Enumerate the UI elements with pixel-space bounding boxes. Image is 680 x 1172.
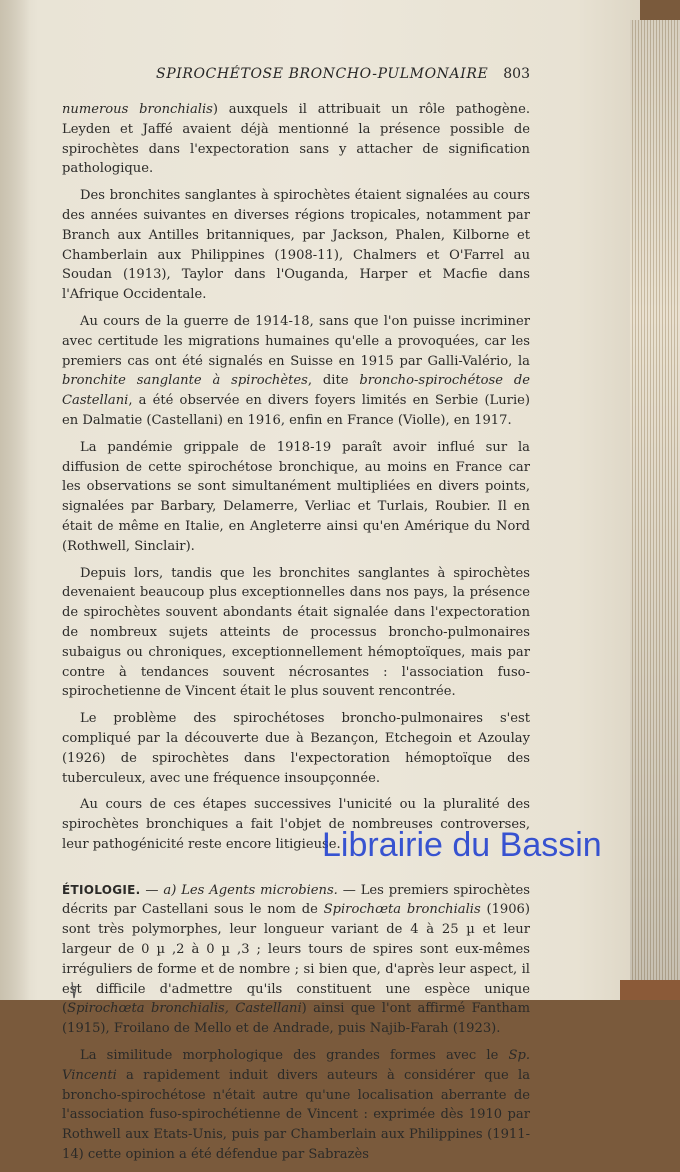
pencil-mark-icon <box>70 980 78 1000</box>
italic-term: Sp. Vincenti <box>62 1048 530 1083</box>
italic-term: broncho-spirochétose de Castellani <box>62 373 531 409</box>
running-header <box>60 66 530 82</box>
paragraph: La similitude morphologique des grandes formes avec le Sp. Vincenti a rapidement induit divers auteurs à considérer que la broncho-spirochétose n'était autre qu'une localisation aberrante de l'association fuso-spirochétienne de Vincent : exprimée dès 1910 par Rothwell aux Etats-Unis, puis par Chamberlain aux Philippines (1911-14) cette opinion a été défendue par Sabrazès <box>62 1048 530 1163</box>
italic-term: numerous bronchialis <box>62 102 213 117</box>
section-heading: ÉTIOLOGIE. <box>62 882 141 897</box>
book-cover-edge <box>620 980 680 1000</box>
paragraph: Depuis lors, tandis que les bronchites sanglantes à spirochètes devenaient beaucoup plus exceptionnelles dans nos pays, la présence de spirochètes souvent abondants était signalée dans l'expectoration de nombreux sujets atteints de processus broncho-pulmonaires subaigus ou chroniques, exceptionnellement hémoptoïques, mais par contre à tendances souvent nécrosantes : l'association fuso-spirochetienne de Vincent était le plus souvent rencontrée. <box>62 565 530 700</box>
paragraph: Le problème des spirochétoses broncho-pulmonaires s'est compliqué par la découverte due à Bezançon, Etchegoin et Azoulay (1926) de spirochètes dans l'expectoration hémoptoïque des tuberculeux, avec une fréquence insoupçonnée. <box>62 711 530 786</box>
watermark: Librairie du Bassin <box>322 826 602 864</box>
paragraph: numerous bronchialis) auxquels il attribuait un rôle pathogène. Leyden et Jaffé avaient déjà mentionné la présence possible de spirochètes dans l'expectoration sans y attacher de signification pathologique. <box>62 102 530 177</box>
italic-term: Spirochœta bronchialis, Castellani <box>67 1001 302 1017</box>
running-title: SPIROCHÉTOSE BRONCHO-PULMONAIRE <box>156 66 489 82</box>
page-edges <box>630 20 680 1000</box>
subsection-heading: a) Les Agents microbiens. <box>163 882 338 898</box>
page-gutter <box>0 0 30 1000</box>
italic-term: Spirochœta bronchialis <box>323 902 481 918</box>
italic-term: bronchite sanglante à spirochètes <box>62 373 308 389</box>
paragraph: Au cours de ces étapes successives l'unicité ou la pluralité des spirochètes bronchiques a fait l'objet de nombreuses controverses, leur pathogénicité reste encore litigieuse. <box>62 797 530 852</box>
paragraph: Des bronchites sanglantes à spirochètes étaient signalées au cours des années suivantes en diverses régions tropicales, notamment par Branch aux Antilles britanniques, par Jackson, Phalen, Kilborne et Chamberlain aux Philippines (1908-11), Chalmers et O'Farrel au Soudan (1913), Taylor dans l'Ouganda, Harper et Macfie dans l'Afrique Occidentale. <box>62 188 530 303</box>
section-paragraph: ÉTIOLOGIE. — a) Les Agents microbiens. — Les premiers spirochètes décrits par Castellani sous le nom de Spirochœta bronchialis (1906) sont très polymorphes, leur longueur variant de 4 à 25 µ et leur largeur de 0 µ ,2 à 0 µ ,3 ; leurs tours de spires sont eux-mêmes irréguliers de forme et de nombre ; si bien que, d'après leur aspect, il est difficile d'admettre qu'ils constituent une espèce unique (Spirochœta bronchialis, Castellani) ainsi que l'ont affirmé Fantham (1915), Froilano de Mello et de Andrade, puis Najib-Farah (1923). <box>62 882 531 1037</box>
page-number: 803 <box>503 66 530 82</box>
paragraph: La pandémie grippale de 1918-19 paraît avoir influé sur la diffusion de cette spirochétose bronchique, au moins en France car les observations se sont simultanément multipliées en divers points, signalées par Barbary, Delamerre, Verliac et Turlais, Roubier. Il en était de même en Italie, en Angleterre ainsi qu'en Amérique du Nord (Rothwell, Sinclair). <box>62 439 530 554</box>
paragraph: Au cours de la guerre de 1914-18, sans que l'on puisse incriminer avec certitude les migrations humaines qu'elle a provoquées, car les premiers cas ont été signalés en Suisse en 1915 par Galli-Valério, la bronchite sanglante à spirochètes, dite broncho-spirochétose de Castellani, a été observée en divers foyers limités en Serbie (Lurie) en Dalmatie (Castellani) en 1916, enfin en France (Violle), en 1917. <box>62 313 531 428</box>
page-body <box>62 100 530 1172</box>
